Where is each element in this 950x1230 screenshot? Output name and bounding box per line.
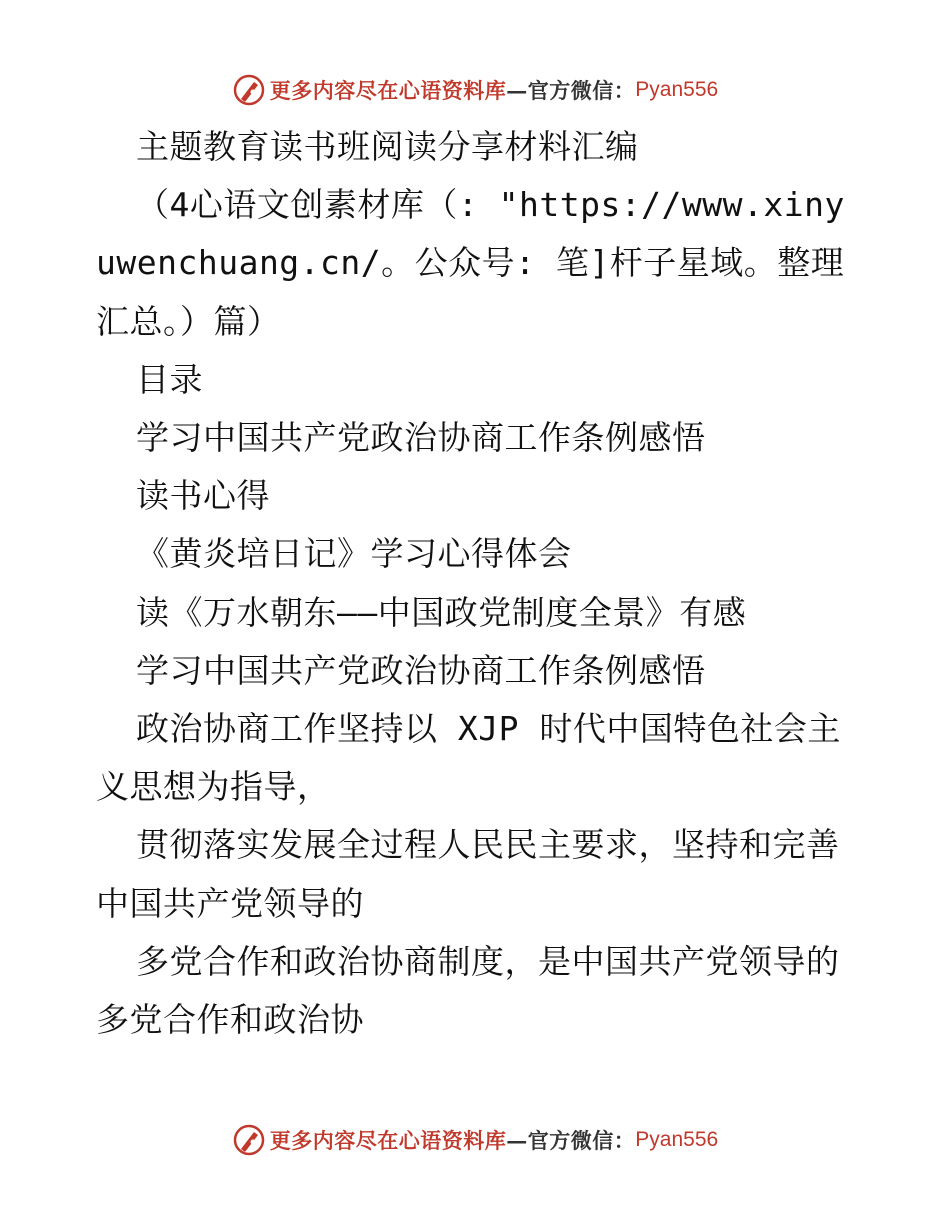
toc-item: 《黄炎培日记》学习心得体会: [136, 534, 572, 574]
footer-banner: [0, 1120, 950, 1160]
body-paragraph: 贯彻落实发展全过程人民民主要求，坚持和完善中国共产党领导的: [96, 825, 840, 923]
banner-main-text: 更多内容尽在心语资料库: [269, 78, 507, 103]
toc-heading: 目录: [136, 359, 203, 399]
pen-logo-icon: [232, 73, 266, 107]
toc-item: 读书心得: [136, 476, 270, 516]
document-title: 主题教育读书班阅读分享材料汇编: [136, 127, 639, 166]
document-subtitle: （4心语文创素材库（: "https://www.xinyuwenchuang.cn/。公众号: 笔]杆子星域。整理汇总。）篇）: [96, 185, 845, 341]
banner-dash-text: —官方微信：: [506, 78, 636, 103]
banner-wechat-id: Pyan556: [635, 78, 719, 101]
document-body: [96, 118, 856, 1049]
body-paragraph: 多党合作和政治协商制度，是中国共产党领导的多党合作和政治协: [96, 941, 840, 1040]
pen-logo-icon: [232, 1123, 266, 1157]
toc-item: 读《万水朝东——中国政党制度全景》有感: [136, 592, 747, 632]
toc-item: 学习中国共产党政治协商工作条例感悟: [136, 418, 706, 458]
banner-main-text: 更多内容尽在心语资料库: [269, 1128, 507, 1153]
body-paragraph: 政治协商工作坚持以 XJP 时代中国特色社会主义思想为指导，: [96, 709, 841, 807]
banner-dash-text: —官方微信：: [506, 1128, 636, 1153]
section-heading: 学习中国共产党政治协商工作条例感悟: [136, 650, 706, 690]
banner-wechat-id: Pyan556: [635, 1128, 719, 1151]
header-banner: [0, 70, 950, 110]
